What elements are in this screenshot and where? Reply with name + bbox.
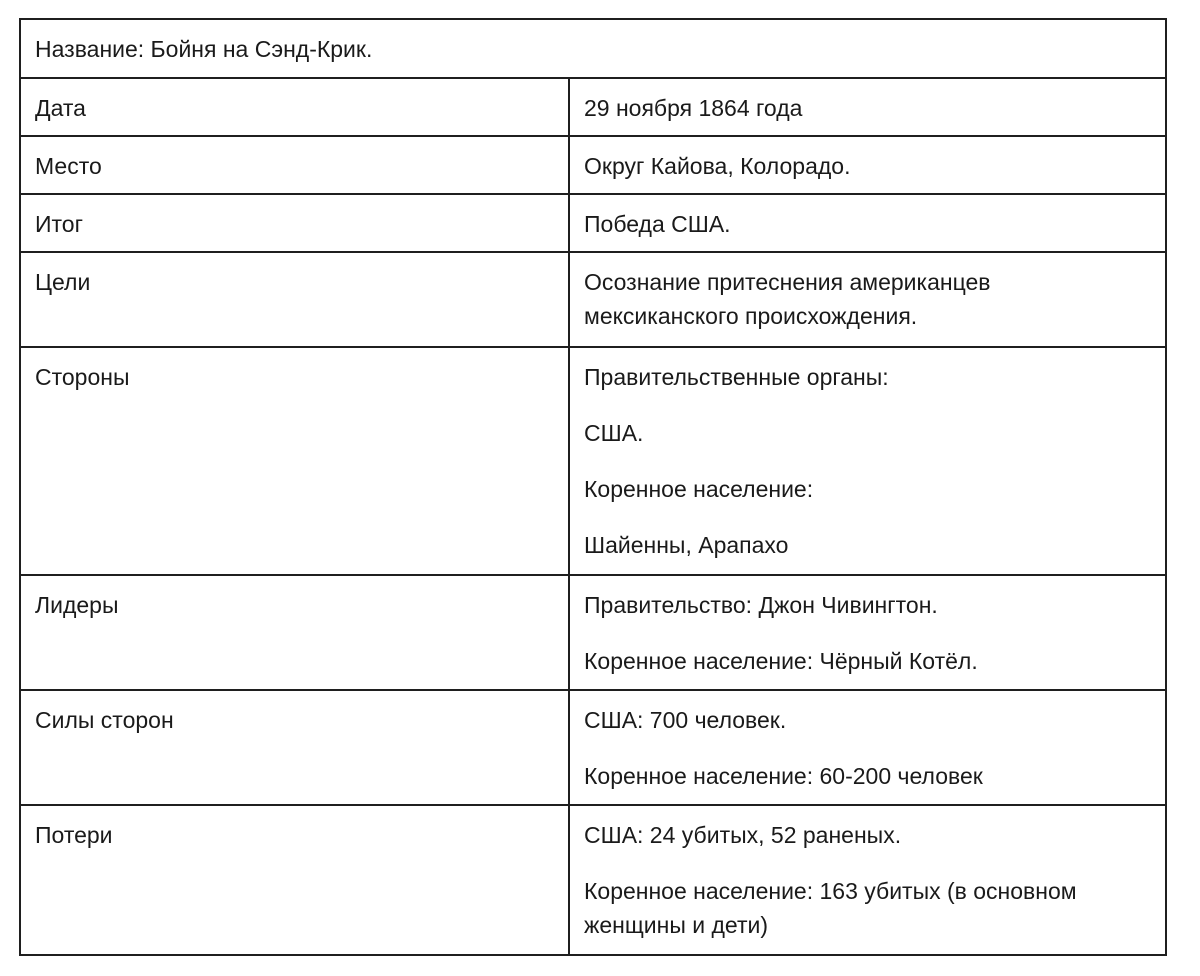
value-paragraph: США: 700 человек.	[584, 707, 787, 733]
row-value-sides	[569, 347, 1166, 575]
table-row	[20, 194, 1166, 252]
table-row	[20, 252, 1166, 347]
row-label-result: Итог	[20, 194, 569, 252]
value-paragraph: США: 24 убитых, 52 раненых.	[584, 822, 902, 848]
table-row	[20, 575, 1166, 690]
row-label-leaders: Лидеры	[20, 575, 569, 690]
title-row	[20, 19, 1166, 78]
value-paragraph: Осознание притеснения американцев мексиканского происхождения.	[584, 269, 991, 329]
value-paragraph: Коренное население: 60-200 человек	[584, 763, 983, 789]
table-row	[20, 805, 1166, 955]
row-value-strength	[569, 690, 1166, 805]
row-label-losses: Потери	[20, 805, 569, 955]
value-paragraph: Правительство: Джон Чивингтон.	[584, 592, 938, 618]
row-value-date	[569, 78, 1166, 136]
row-label-goals: Цели	[20, 252, 569, 347]
value-paragraph: Коренное население:	[584, 476, 814, 502]
table-row	[20, 136, 1166, 194]
row-value-goals	[569, 252, 1166, 347]
row-label-sides: Стороны	[20, 347, 569, 575]
value-paragraph: Победа США.	[584, 211, 731, 237]
value-paragraph: США.	[584, 420, 644, 446]
value-paragraph: Коренное население: Чёрный Котёл.	[584, 648, 978, 674]
value-paragraph: Шайенны, Арапахо	[584, 532, 789, 558]
row-value-place	[569, 136, 1166, 194]
title-cell: Название: Бойня на Сэнд-Крик.	[20, 19, 1166, 78]
row-value-losses	[569, 805, 1166, 955]
row-value-result	[569, 194, 1166, 252]
value-paragraph: Округ Кайова, Колорадо.	[584, 153, 851, 179]
table-row	[20, 690, 1166, 805]
table-row	[20, 347, 1166, 575]
info-table	[19, 18, 1167, 956]
row-label-date: Дата	[20, 78, 569, 136]
value-paragraph: Правительственные органы:	[584, 364, 889, 390]
table-row	[20, 78, 1166, 136]
row-label-strength: Силы сторон	[20, 690, 569, 805]
row-value-leaders	[569, 575, 1166, 690]
value-paragraph: Коренное население: 163 убитых (в основном женщины и дети)	[584, 878, 1077, 938]
value-paragraph: 29 ноября 1864 года	[584, 95, 803, 121]
row-label-place: Место	[20, 136, 569, 194]
